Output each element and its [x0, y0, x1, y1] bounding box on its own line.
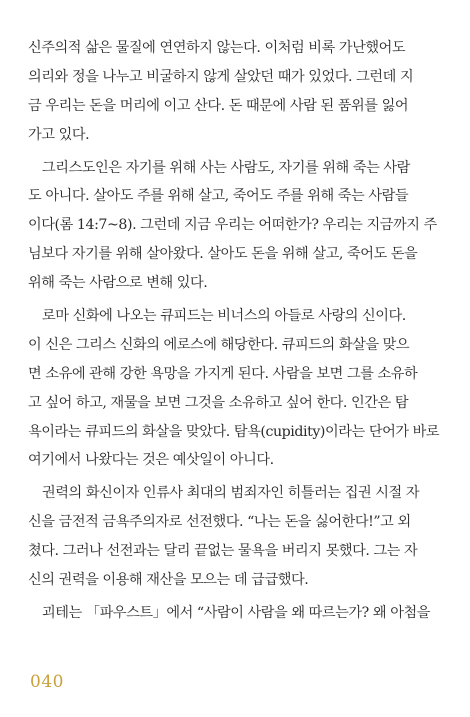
- text-line: 여기에서 나왔다는 것은 예삿일이 아니다.: [28, 452, 274, 469]
- text-line: 님보다 자기를 위해 살아왔다. 살아도 돈을 위해 살고, 죽어도 돈을: [28, 246, 418, 263]
- text-line: 이 신은 그리스 신화의 에로스에 해당한다. 큐피드의 화살을 맞으: [28, 336, 410, 353]
- text-line: 로마 신화에 나오는 큐피드는 비너스의 아들로 사랑의 신이다.: [42, 308, 406, 325]
- text-line: 가고 있다.: [28, 126, 90, 143]
- text-line: 금 우리는 돈을 머리에 이고 산다. 돈 때문에 사람 된 품위를 잃어: [28, 97, 409, 114]
- text-line: 신주의적 삶은 물질에 연연하지 않는다. 이처럼 비록 가난했어도: [28, 40, 406, 56]
- page-number: 040: [30, 672, 64, 692]
- text-line: 면 소유에 관해 강한 욕망을 가지게 된다. 사람을 보면 그를 소유하: [28, 365, 418, 382]
- text-line: 권력의 화신이자 인류사 최대의 범죄자인 히틀러는 집권 시절 자: [42, 485, 420, 502]
- text-line: 도 아니다. 살아도 주를 위해 살고, 죽어도 주를 위해 죽는 사람들: [28, 188, 409, 205]
- text-line: 욕이라는 큐피드의 화살을 맞았다. 탐욕(cupidity)이라는 단어가 바로: [28, 423, 440, 440]
- text-line: 위해 죽는 사람으로 변해 있다.: [28, 275, 208, 292]
- text-line: 고 싶어 하고, 재물을 보면 그것을 소유하고 싶어 한다. 인간은 탐: [28, 394, 409, 411]
- text-line: 신의 권력을 이용해 재산을 모으는 데 급급했다.: [28, 572, 309, 589]
- text-line: 의리와 정을 나누고 비굴하지 않게 살았던 때가 있었다. 그런데 지: [28, 68, 414, 85]
- body-text: [28, 34, 448, 628]
- text-line: 신을 금전적 금욕주의자로 선전했다. “나는 돈을 싫어한다!”고 외: [28, 514, 411, 531]
- text-line: 그리스도인은 자기를 위해 사는 사람도, 자기를 위해 죽는 사람: [42, 159, 410, 176]
- text-line: 이다(롬 14:7~8). 그런데 지금 우리는 어떠한가? 우리는 지금까지 주: [28, 217, 437, 234]
- text-line: 괴테는 「파우스트」에서 “사람이 사람을 왜 따르는가? 왜 아첨을: [42, 604, 430, 621]
- text-line: 쳤다. 그러나 선전과는 달리 끝없는 물욕을 버리지 못했다. 그는 자: [28, 543, 418, 560]
